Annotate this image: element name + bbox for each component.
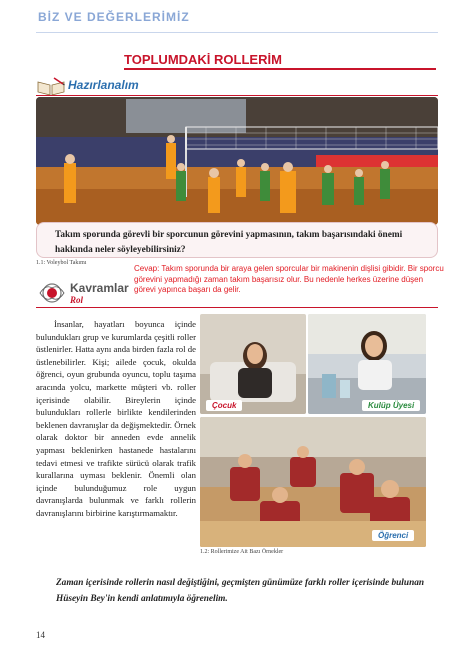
photo-caption-volleyball: 1.1: Voleybol Takımı [36, 260, 87, 266]
closing-instruction: Zaman içerisinde rollerin nasıl değiştiğini, geçmişten günümüze farklı roller içerisinde bulunan Hüseyin Bey'in kendi anlatımıyla öğrenelim. [56, 578, 425, 604]
header-divider [36, 32, 438, 33]
kavramlar-emblem-icon [36, 282, 68, 304]
section-title: TOPLUMDAKİ ROLLERİM [124, 52, 282, 67]
hazirlanalim-divider [36, 95, 438, 96]
section-title-underline [124, 68, 436, 70]
kavramlar-heading: Kavramlar [70, 281, 129, 295]
student-role-photo [200, 417, 426, 547]
child-role-photo [200, 314, 306, 414]
page-number: 14 [36, 630, 45, 640]
kavram-term: Rol [70, 295, 84, 305]
tag-kulup-uyesi: Kulüp Üyesi [362, 400, 420, 411]
answer-text: Cevap: Takım sporunda bir araya gelen sporcular bir makinenin dişlisi gibidir. Bir sporcu görevini yapmadığı zaman takım başarısız olur. Bu nedenle herkes üzerine düşen görevi yapınca başarı da gelir. [134, 264, 444, 294]
club-member-photo [308, 314, 426, 414]
question-box: Takım sporunda görevli bir sporcunun görevini yapmasının, takım başarısındaki önemi hakkında neler söyleyebilirsiniz? [36, 222, 438, 258]
book-title: BİZ VE DEĞERLERİMİZ [38, 10, 190, 24]
volleyball-team-photo [36, 97, 438, 225]
body-paragraph [36, 318, 196, 520]
photo-caption-roles: 1.2: Rollerimize Ait Bazı Örnekler [200, 549, 284, 555]
body-paragraph-text: İnsanlar, hayatları boyunca içinde bulundukları grup ve kurumlarda çeşitli roller üstlenirler. Hatta aynı anda birden fazla rol de üstlenebilirler. Kişi; ailede çocuk, okulda öğrenci, oyun grubunda oyuncu, toplu taşıma aracında yolcu, markette müşteri vb. roller içerisinde olabilir. Bireylerin içinde bulundukları rollerle birlikte kendilerinden beklenen davranışlar da değişmektedir. Örnek olarak doktor bir anneden evde annelik yapması beklenirken hastanede hastalarını tedavi etmesi ve trafikte sürücü olarak trafik kurallarına uyması beklenir. Önemli olan içinde bulunduğumuz role uygun davranışlarda bulunmak ve farklı rollerin davranışlarını birbirine karıştırmamaktır. [36, 319, 196, 518]
tag-cocuk: Çocuk [206, 400, 242, 411]
open-book-icon [36, 76, 66, 96]
tag-ogrenci: Öğrenci [372, 530, 414, 541]
hazirlanalim-heading: Hazırlanalım [68, 78, 139, 92]
kavramlar-divider [36, 307, 438, 308]
